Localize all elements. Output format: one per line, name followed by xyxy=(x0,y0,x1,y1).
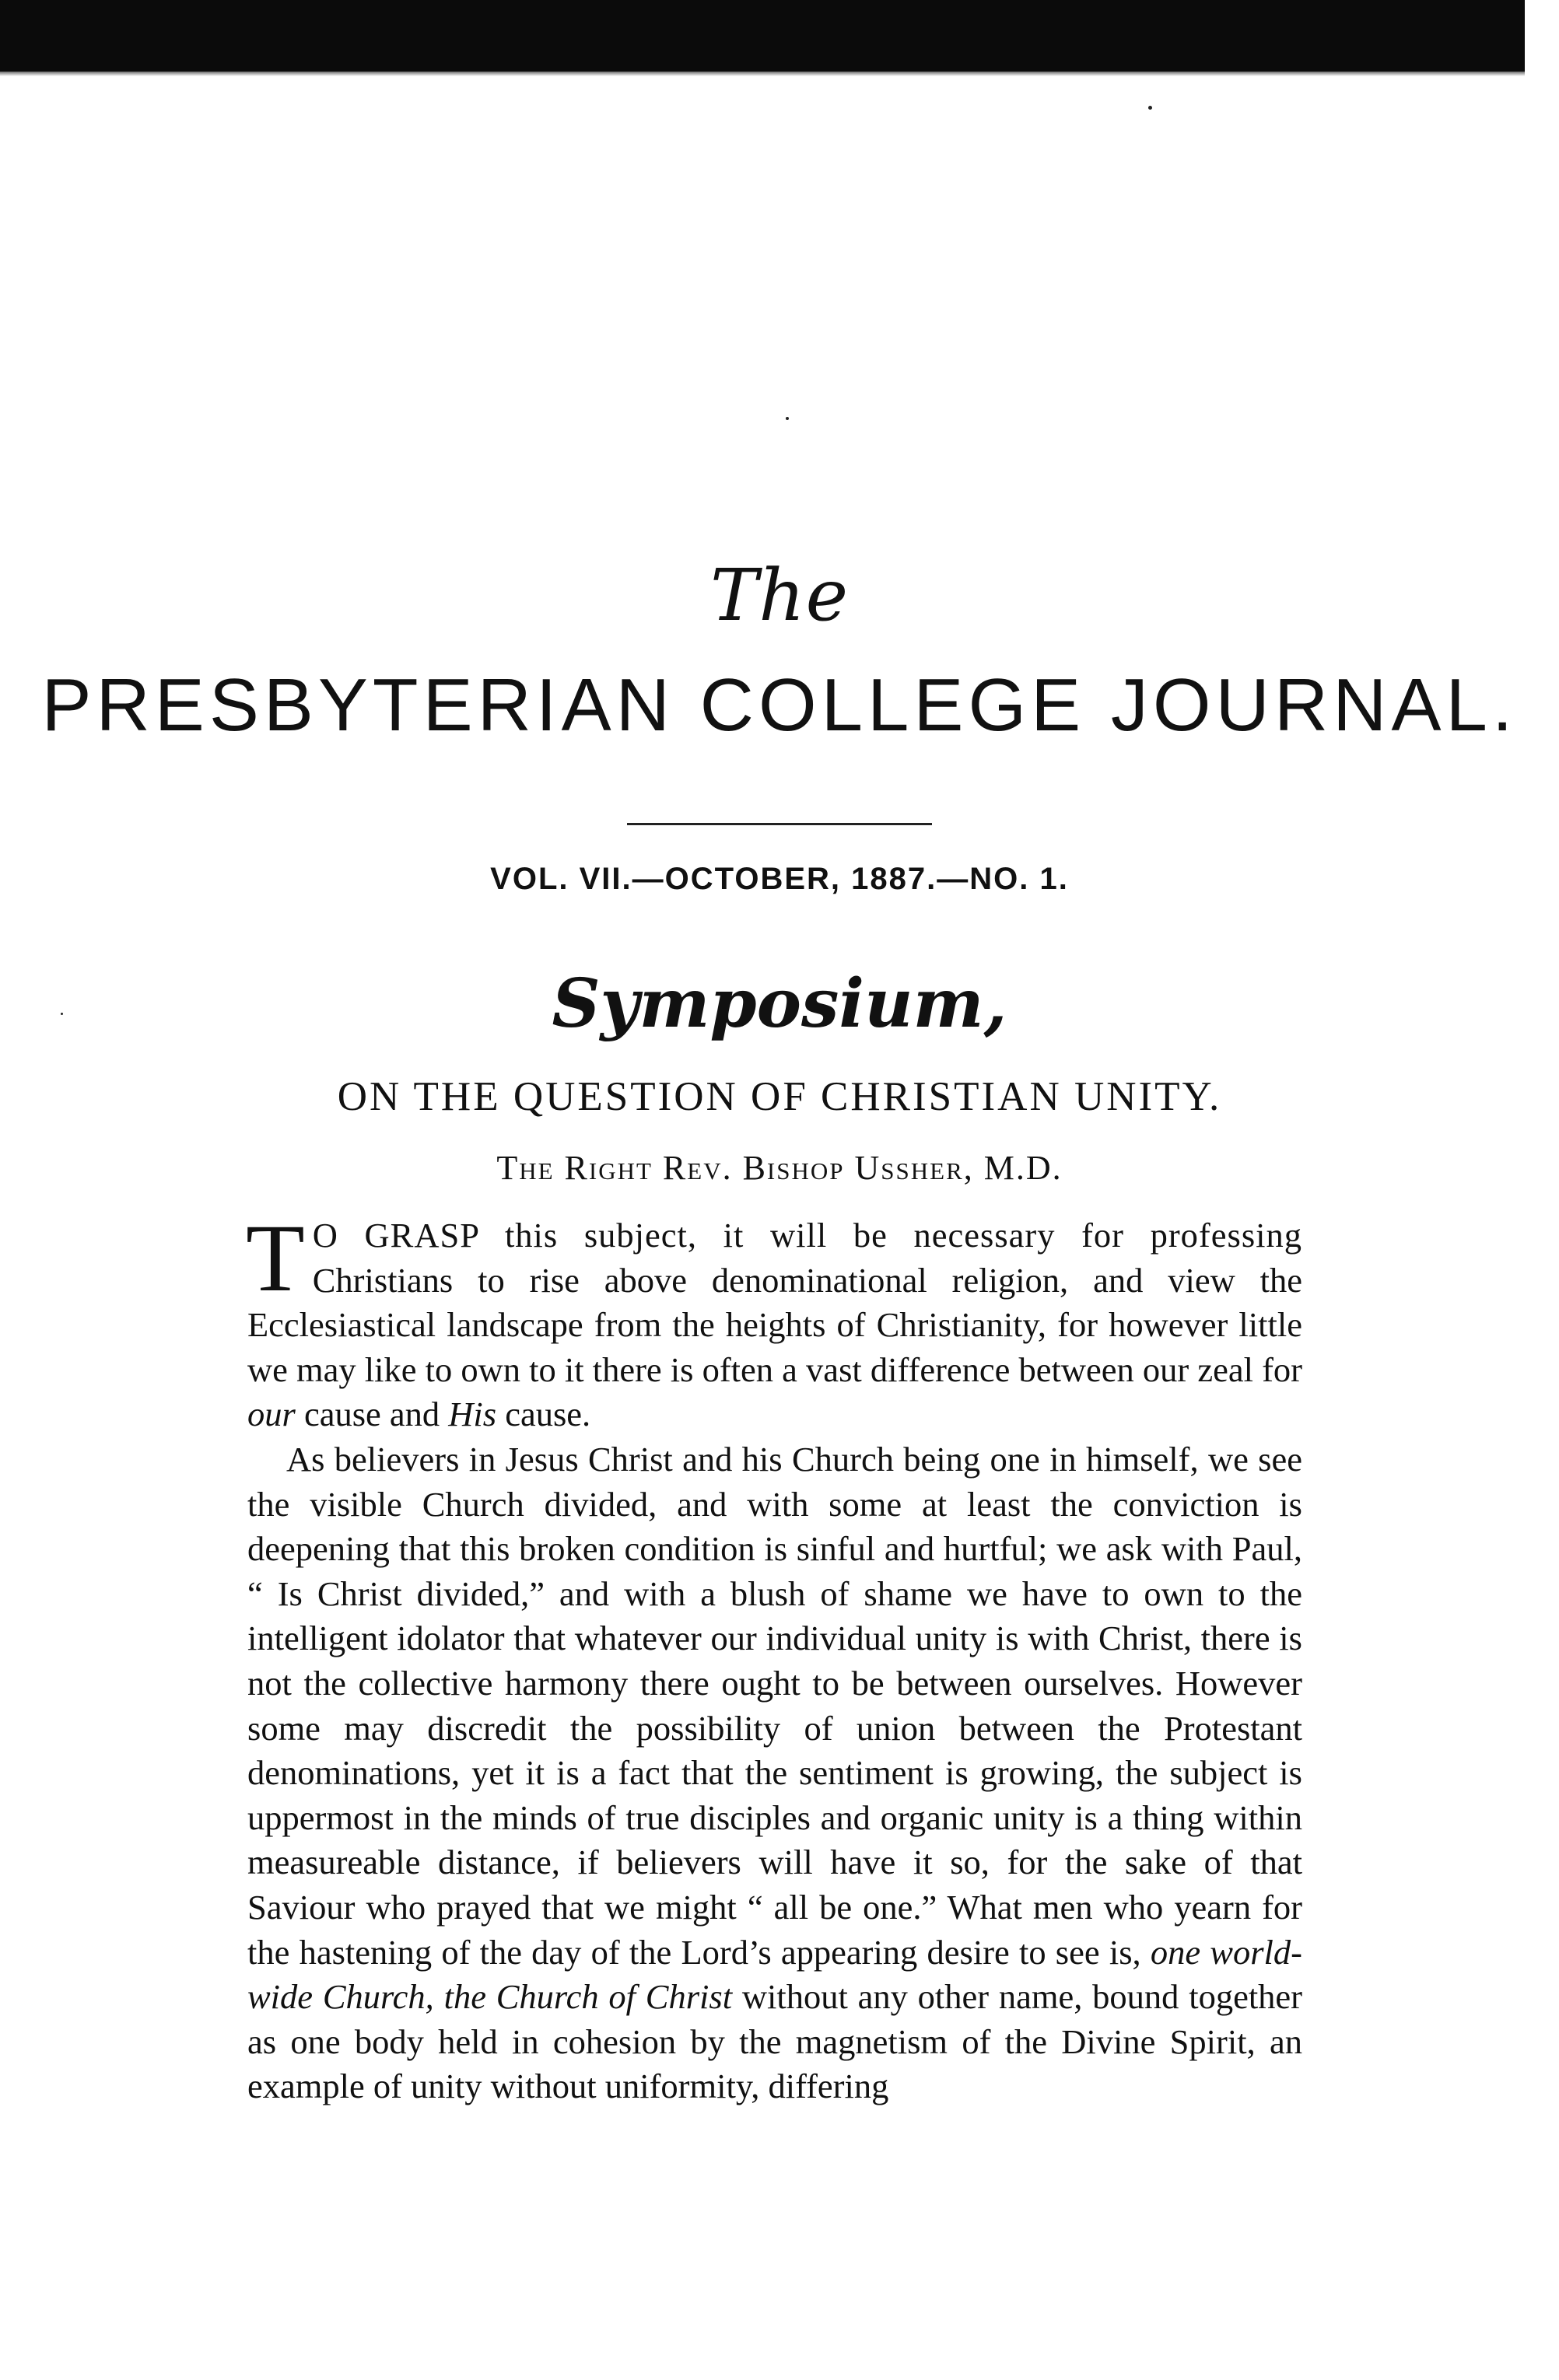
article-author: The Right Rev. Bishop Ussher, M.D. xyxy=(496,1149,1063,1187)
paragraph-1-emphasis-his: His xyxy=(448,1395,497,1434)
paragraph-1 xyxy=(246,1205,1302,1437)
article-subtitle: ON THE QUESTION OF CHRISTIAN UNITY. xyxy=(337,1074,1222,1119)
paragraph-2 xyxy=(247,1437,1302,2109)
paragraph-1-text-c: cause. xyxy=(496,1395,591,1434)
masthead-the: The xyxy=(709,554,850,637)
masthead-rule xyxy=(627,823,932,825)
paragraph-1-emphasis-our: our xyxy=(247,1395,296,1434)
scan-edge-artifact xyxy=(0,0,1525,72)
drop-cap: T xyxy=(246,1205,305,1311)
paragraph-2-text-a: As believers in Jesus Christ and his Church being one in himself, we see the visible Church divided, and with some at least the conviction is deepening that this broken condition is sinful and hurtful; we ask with Paul, “ Is Christ divided,” and with a blush of shame we have to own to the intelligent idolator that whatever our individual unity is with Christ, there is not the collective harmony there ought to be between ourselves. However some may discredit the possibility of union between the Protestant denominations, yet it is a fact that the sentiment is growing, the subject is uppermost in the minds of true disciples and organic unity is a thing within measureable distance, if believers will have it so, for the sake of that Saviour who prayed that we might “ all be one.” What men who yearn for the hastening of the day of the Lord’s appearing desire to see is, xyxy=(247,1439,1302,1972)
scan-speck xyxy=(786,417,789,420)
article-body xyxy=(246,1205,1303,2109)
section-title: Symposium, xyxy=(552,964,1007,1043)
issue-line: VOL. VII.—OCTOBER, 1887.—NO. 1. xyxy=(490,862,1069,896)
paragraph-2-text-b: without any other name, bound together as one body held in cohesion by the magnetism of the Divine Spirit, an example of unity without uniformity, differing xyxy=(247,1977,1303,2106)
masthead-title: PRESBYTERIAN COLLEGE JOURNAL. xyxy=(41,663,1518,747)
paragraph-1-text-b: cause and xyxy=(295,1395,449,1434)
paragraph-2-emphasis: one world-wide Church, the Church of Christ xyxy=(247,1932,1302,2017)
paragraph-1-text-a: O GRASP this subject, it will be necessary for professing Christians to rise above denominational religion, and view the Ecclesiastical landscape from the heights of Christianity, for however little we may like to own to it there is often a vast difference between our zeal for xyxy=(247,1216,1302,1389)
scan-speck xyxy=(1148,106,1152,110)
